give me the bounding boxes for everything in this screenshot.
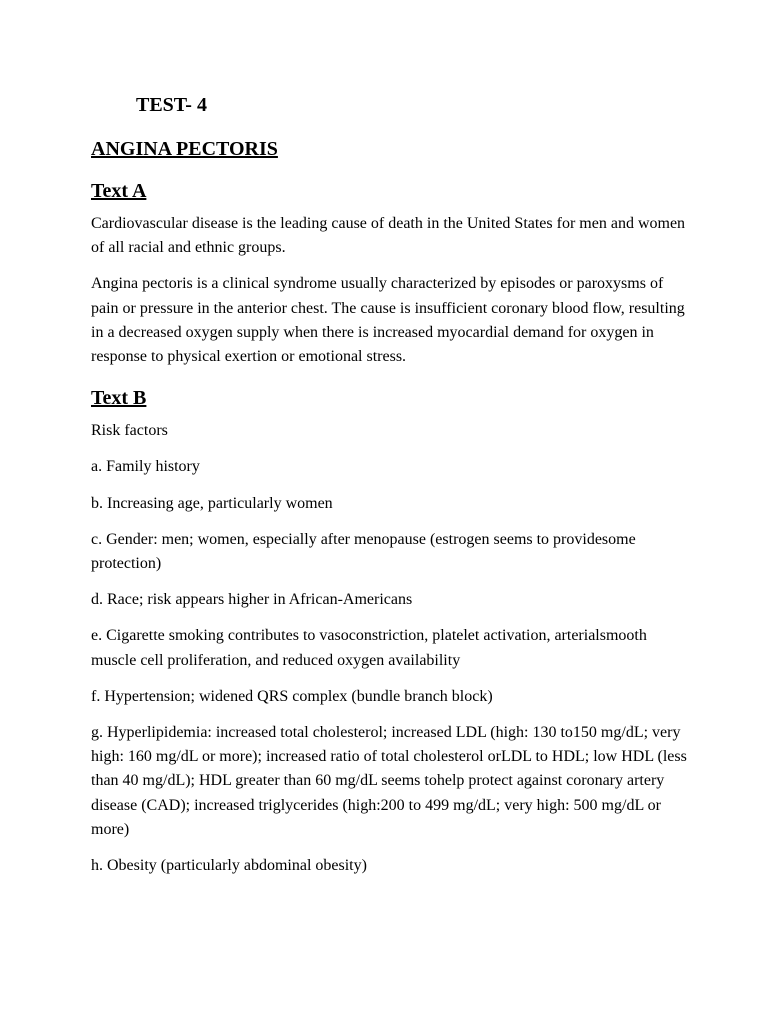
section-b-heading: Text B bbox=[91, 387, 147, 410]
risk-factor-item: d. Race; risk appears higher in African-Americans bbox=[91, 591, 413, 609]
main-heading: ANGINA PECTORIS bbox=[91, 138, 278, 160]
document-page bbox=[91, 88, 691, 890]
risk-factor-item: c. Gender: men; women, especially after menopause (estrogen seems to providesome protection) bbox=[91, 530, 636, 573]
risk-factor-item: f. Hypertension; widened QRS complex (bundle branch block) bbox=[91, 687, 493, 705]
risk-factor-item: a. Family history bbox=[91, 458, 200, 476]
risk-factors-intro: Risk factors bbox=[91, 422, 168, 440]
risk-factor-item: b. Increasing age, particularly women bbox=[91, 494, 333, 512]
section-a-paragraph: Cardiovascular disease is the leading cause of death in the United States for men and women of all racial and ethnic groups. bbox=[91, 215, 686, 257]
test-title: TEST- 4 bbox=[136, 94, 207, 116]
risk-factor-item: g. Hyperlipidemia: increased total cholesterol; increased LDL (high: 130 to150 mg/dL; very high: 160 mg/dL or more); increased ratio of total cholesterol orLDL to HDL; low HDL (less than 40 mg/dL); HDL greater than 60 mg/dL seems tohelp protect against coronary artery disease (CAD); increased triglycerides (high:200 to 499 mg/dL; very high: 500 mg/dL or more) bbox=[91, 724, 687, 838]
risk-factor-item: e. Cigarette smoking contributes to vasoconstriction, platelet activation, arterialsmooth muscle cell proliferation, and reduced oxygen availability bbox=[91, 627, 647, 669]
section-a-paragraph: Angina pectoris is a clinical syndrome usually characterized by episodes or paroxysms of pain or pressure in the anterior chest. The cause is insufficient coronary blood flow, resulting in a decreased oxygen supply when there is increased myocardial demand for oxygen in response to physical exertion or emotional stress. bbox=[91, 275, 685, 366]
risk-factor-item: h. Obesity (particularly abdominal obesity) bbox=[91, 857, 367, 875]
section-a-heading: Text A bbox=[91, 180, 147, 202]
